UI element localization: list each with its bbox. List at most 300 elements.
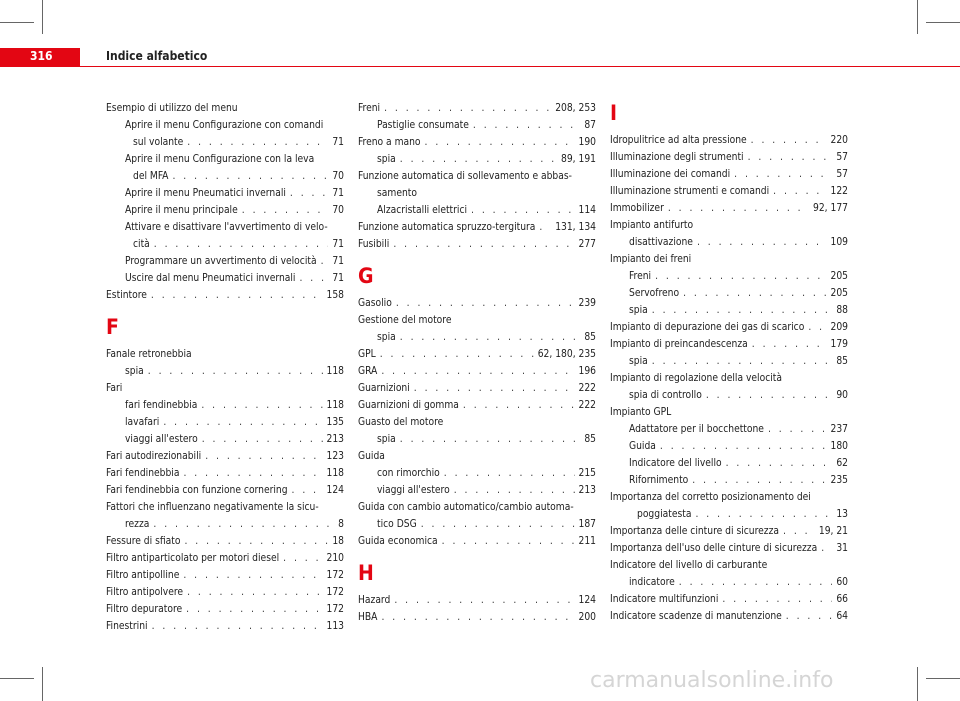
index-entry-page: 118 [326,400,344,411]
dot-leader [321,253,329,270]
index-entry [106,516,344,533]
dot-leader [734,166,832,183]
dot-leader [183,567,322,584]
index-entry [358,533,596,550]
dot-leader [783,523,815,540]
dot-leader [463,397,575,414]
index-entry-page: 205 [830,271,848,282]
index-entry-text: Filtro depuratore [106,604,183,615]
index-entry-page: 124 [578,595,596,606]
dot-leader [414,380,575,397]
dot-leader [473,117,580,134]
index-entry [610,353,848,370]
index-entry-text: con rimorchio [377,468,440,479]
dot-leader [786,608,833,625]
crop-mark [926,22,960,23]
index-entry [106,202,344,219]
dot-leader [821,540,832,557]
index-entry-page: 196 [578,366,596,377]
dot-leader [722,591,832,608]
index-entry [106,287,344,304]
index-heading: Impianto antifurto [610,220,694,231]
index-entry [610,574,848,591]
index-entry-page: 19, 21 [818,526,848,537]
index-entry [106,414,344,431]
index-entry [610,200,848,217]
index-entry [106,601,344,618]
index-entry-page: 172 [326,587,344,598]
index-entry [358,431,596,448]
index-entry-page: 158 [326,290,344,301]
dot-leader [381,609,574,626]
dot-leader [400,329,581,346]
dot-leader [683,285,826,302]
index-entry-text: fari fendinebbia [125,400,198,411]
index-entry-text: lavafari [125,417,160,428]
index-entry [358,329,596,346]
index-entry-page: 89, 191 [561,154,596,165]
section-letter: F [106,315,119,339]
dot-leader [660,438,827,455]
dot-leader [692,472,826,489]
index-entry-text: Illuminazione dei comandi [610,169,731,180]
dot-leader [163,414,322,431]
dot-leader [242,202,329,219]
index-entry-page: 57 [836,169,848,180]
crop-mark [917,0,918,34]
index-entry [358,236,596,253]
dot-leader [768,421,827,438]
index-entry-page: 31 [836,543,848,554]
index-heading: Attivare e disattivare l'avvertimento di velo- [125,222,328,233]
index-entry-text: rezza [125,519,150,530]
index-entry-page: 71 [332,137,344,148]
index-entry-text: Finestrini [106,621,148,632]
index-entry-text: Alzacristalli elettrici [377,205,468,216]
index-entry [106,134,344,151]
index-entry [358,482,596,499]
index-entry [610,455,848,472]
index-column-1 [106,100,344,635]
dot-leader [752,336,827,353]
index-entry-page: 211 [578,536,596,547]
index-entry-page: 222 [578,383,596,394]
index-entry-text: Indicatore del livello [629,458,722,469]
index-entry-text: indicatore [629,577,675,588]
index-entry-page: 220 [830,135,848,146]
index-entry-page: 62 [836,458,848,469]
index-entry-page: 90 [836,390,848,401]
index-entry-page: 57 [836,152,848,163]
index-entry-text: GRA [358,366,378,377]
index-entry-text: spia [377,332,396,343]
index-entry-text: Indicatore multifunzioni [610,594,719,605]
index-heading: Guasto del motore [358,417,444,428]
index-entry-page: 62, 180, 235 [537,349,596,360]
dot-leader [153,516,334,533]
index-entry [358,295,596,312]
dot-leader [751,132,827,149]
dot-leader [444,465,575,482]
index-entry-text: Filtro antipolline [106,570,180,581]
index-entry-text: del MFA [133,171,169,182]
index-entry-text: Estintore [106,290,147,301]
index-entry-text: Importanza delle cinture di sicurezza [610,526,780,537]
index-entry-text: sul volante [133,137,184,148]
index-entry [106,567,344,584]
index-entry-text: spia [125,366,144,377]
dot-leader [726,455,833,472]
index-entry-page: 13 [836,509,848,520]
crop-mark [926,678,960,679]
index-entry-page: 85 [584,332,596,343]
dot-leader [187,584,322,601]
index-entry-text: Fusibili [358,239,390,250]
index-entry-text: Indicatore scadenze di manutenzione [610,611,782,622]
index-heading: Gestione del motore [358,315,452,326]
index-entry-text: Hazard [358,595,391,606]
dot-leader [539,219,551,236]
dot-leader [425,134,575,151]
dot-leader [695,506,832,523]
index-heading: Funzione automatica di sollevamento e abbas- [358,171,572,182]
index-heading: Fanale retronebbia [106,349,192,360]
index-entry-page: 70 [332,171,344,182]
index-entry-text: Aprire il menu principale [125,205,238,216]
index-column-2 [358,100,596,626]
index-entry-text: Filtro antipolvere [106,587,184,598]
index-heading: Impianto dei freni [610,254,692,265]
index-entry [106,397,344,414]
index-entry [358,609,596,626]
index-entry-text: Fari fendinebbia [106,468,180,479]
index-entry-text: Servofreno [629,288,680,299]
index-entry-page: 239 [578,298,596,309]
index-entry-page: 172 [326,570,344,581]
index-entry [358,202,596,219]
index-entry [106,363,344,380]
index-entry [358,516,596,533]
index-entry-text: Rifornimento [629,475,689,486]
dot-leader [393,236,574,253]
index-entry [610,268,848,285]
crop-mark [0,22,34,23]
index-entry-text: Adattatore per il bocchettone [629,424,764,435]
index-entry-page: 60 [836,577,848,588]
index-entry [106,533,344,550]
page-header [0,48,960,67]
index-entry-text: Illuminazione degli strumenti [610,152,744,163]
index-entry-page: 114 [578,205,596,216]
index-heading: Indicatore del livello di carburante [610,560,768,571]
dot-leader [381,363,574,380]
index-entry-page: 131, 134 [555,222,596,233]
index-heading: Guida [358,451,385,462]
index-entry-text: spia [377,434,396,445]
index-entry-page: 87 [584,120,596,131]
index-entry-page: 113 [326,621,344,632]
index-entry-page: 180 [830,441,848,452]
section-letter: H [358,561,374,585]
dot-leader [201,397,322,414]
index-entry-page: 118 [326,366,344,377]
dot-leader [652,353,833,370]
dot-leader [172,168,328,185]
dot-leader [202,431,323,448]
index-entry-page: 172 [326,604,344,615]
header-white-band [80,48,960,66]
index-heading: Importanza del corretto posizionamento dei [610,492,811,503]
dot-leader [454,482,575,499]
index-entry-page: 124 [326,485,344,496]
dot-leader [151,287,323,304]
index-entry [610,132,848,149]
dot-leader [292,482,323,499]
index-entry [106,448,344,465]
index-entry-page: 235 [830,475,848,486]
index-entry-page: 66 [836,594,848,605]
index-entry [106,584,344,601]
dot-leader [380,346,534,363]
index-entry-page: 123 [326,451,344,462]
index-entry-text: Programmare un avvertimento di velocità [125,256,317,267]
index-entry-page: 109 [830,237,848,248]
index-entry [610,523,848,540]
index-entry-page: 210 [326,553,344,564]
index-entry-text: spia [629,356,648,367]
index-entry [610,166,848,183]
index-entry [358,151,596,168]
index-entry [610,149,848,166]
index-entry-page: 8 [338,519,344,530]
dot-leader [400,151,557,168]
index-entry-page: 135 [326,417,344,428]
index-entry-page: 209 [830,322,848,333]
dot-leader [697,234,827,251]
dot-leader [154,236,329,253]
index-entry-page: 213 [326,434,344,445]
index-entry-text: tico DSG [377,519,417,530]
index-heading: Impianto GPL [610,407,672,418]
index-entry [106,185,344,202]
index-heading: samento [377,188,417,199]
index-entry-page: 190 [578,137,596,148]
index-entry-text: viaggi all'estero [125,434,198,445]
index-entry [106,236,344,253]
dot-leader [152,618,323,635]
index-entry-page: 71 [332,273,344,284]
dot-leader [808,319,826,336]
index-entry-page: 237 [830,424,848,435]
index-entry-text: spia [377,154,396,165]
index-entry-page: 71 [332,188,344,199]
index-entry-text: Fari fendinebbia con funzione cornering [106,485,288,496]
section-letter: G [358,264,374,288]
index-entry-text: Uscire dal menu Pneumatici invernali [125,273,296,284]
index-entry-text: spia [629,305,648,316]
dot-leader [773,183,826,200]
index-entry-page: 88 [836,305,848,316]
index-entry-text: Illuminazione strumenti e comandi [610,186,770,197]
index-entry-text: Funzione automatica spruzzo-tergitura [358,222,536,233]
index-entry [610,421,848,438]
dot-leader [748,149,833,166]
index-entry-text: Filtro antiparticolato per motori diesel [106,553,280,564]
index-entry [106,431,344,448]
index-entry [610,319,848,336]
index-entry-page: 213 [578,485,596,496]
index-entry-page: 215 [578,468,596,479]
index-entry-text: Freni [629,271,652,282]
dot-leader [655,268,826,285]
index-entry-page: 71 [332,256,344,267]
dot-leader [205,448,322,465]
index-entry-text: Immobilizer [610,203,664,214]
crop-mark [42,667,43,701]
index-entry-text: GPL [358,349,376,360]
index-column-3 [610,100,848,625]
index-entry [358,219,596,236]
index-entry-text: Fessure di sfiato [106,536,181,547]
index-entry [610,183,848,200]
dot-leader [299,270,328,287]
index-entry [358,363,596,380]
index-entry-text: Freno a mano [358,137,421,148]
index-entry [358,100,596,117]
index-entry-text: spia di controllo [629,390,702,401]
dot-leader [186,601,322,618]
dot-leader [394,592,574,609]
index-entry-page: 70 [332,205,344,216]
index-entry [610,285,848,302]
index-entry-text: Aprire il menu Pneumatici invernali [125,188,286,199]
index-entry [610,336,848,353]
index-entry [106,482,344,499]
index-entry [610,438,848,455]
index-entry [610,472,848,489]
index-heading: Aprire il menu Configurazione con comandi [125,120,324,131]
dot-leader [283,550,322,567]
index-entry [358,465,596,482]
index-entry [610,540,848,557]
index-entry-text: disattivazione [629,237,693,248]
index-entry-page: 118 [326,468,344,479]
index-entry [358,380,596,397]
index-entry [610,591,848,608]
dot-leader [400,431,581,448]
dot-leader [183,465,322,482]
index-entry [106,253,344,270]
index-entry [610,234,848,251]
dot-leader [184,533,328,550]
index-entry-page: 277 [578,239,596,250]
index-heading: Impianto di regolazione della velocità [610,373,782,384]
index-entry-text: Importanza dell'uso delle cinture di sicurezza [610,543,818,554]
watermark: carmanualsonline.info [590,668,834,693]
section-letter: I [610,101,618,125]
index-entry-text: Guarnizioni di gomma [358,400,459,411]
index-heading: Guida con cambio automatico/cambio automa- [358,502,574,513]
index-entry-text: cità [133,239,150,250]
index-entry-page: 208, 253 [555,103,596,114]
index-entry-page: 64 [836,611,848,622]
index-entry [610,302,848,319]
index-entry-text: Guarnizioni [358,383,410,394]
index-entry [610,387,848,404]
index-entry-text: viaggi all'estero [377,485,450,496]
index-entry-page: 71 [332,239,344,250]
dot-leader [148,363,323,380]
index-entry-text: Pastiglie consumate [377,120,469,131]
index-entry-text: HBA [358,612,378,623]
index-entry [358,346,596,363]
index-entry-text: Guida economica [358,536,438,547]
index-entry-text: Gasolio [358,298,392,309]
index-entry-text: Fari autodirezionabili [106,451,202,462]
header-red-rule [80,66,960,67]
dot-leader [471,202,574,219]
index-entry [358,592,596,609]
index-heading: Fari [106,383,123,394]
dot-leader [652,302,833,319]
dot-leader [668,200,809,217]
dot-leader [679,574,833,591]
index-entry-page: 205 [830,288,848,299]
index-heading: Fattori che influenzano negativamente la sicu- [106,502,319,513]
index-entry-text: Freni [358,103,381,114]
index-entry [610,608,848,625]
index-entry [358,134,596,151]
crop-mark [0,678,34,679]
index-entry [106,465,344,482]
index-entry-page: 200 [578,612,596,623]
index-entry-page: 222 [578,400,596,411]
index-entry [106,168,344,185]
index-entry [106,618,344,635]
dot-leader [421,516,575,533]
dot-leader [706,387,832,404]
index-entry-page: 18 [332,536,344,547]
crop-mark [917,667,918,701]
page-number: 316 [30,49,53,63]
index-entry-page: 122 [830,186,848,197]
index-entry-text: Impianto di preincandescenza [610,339,748,350]
dot-leader [290,185,328,202]
dot-leader [187,134,328,151]
index-heading: Esempio di utilizzo del menu [106,103,238,114]
index-entry [358,117,596,134]
index-entry-page: 187 [578,519,596,530]
index-entry-text: poggiatesta [637,509,692,520]
dot-leader [396,295,575,312]
index-entry-text: Guida [629,441,656,452]
index-entry [106,550,344,567]
index-heading: Aprire il menu Configurazione con la leva [125,154,315,165]
index-entry-page: 85 [584,434,596,445]
index-entry-page: 179 [830,339,848,350]
index-entry-text: Impianto di depurazione dei gas di scarico [610,322,805,333]
index-entry-page: 92, 177 [813,203,848,214]
page-title: Indice alfabetico [106,49,208,63]
dot-leader [442,533,575,550]
index-entry-page: 85 [836,356,848,367]
crop-mark [42,0,43,34]
index-entry [610,506,848,523]
index-entry [106,270,344,287]
index-entry-text: Idropulitrice ad alta pressione [610,135,747,146]
index-entry [358,397,596,414]
dot-leader [384,100,551,117]
